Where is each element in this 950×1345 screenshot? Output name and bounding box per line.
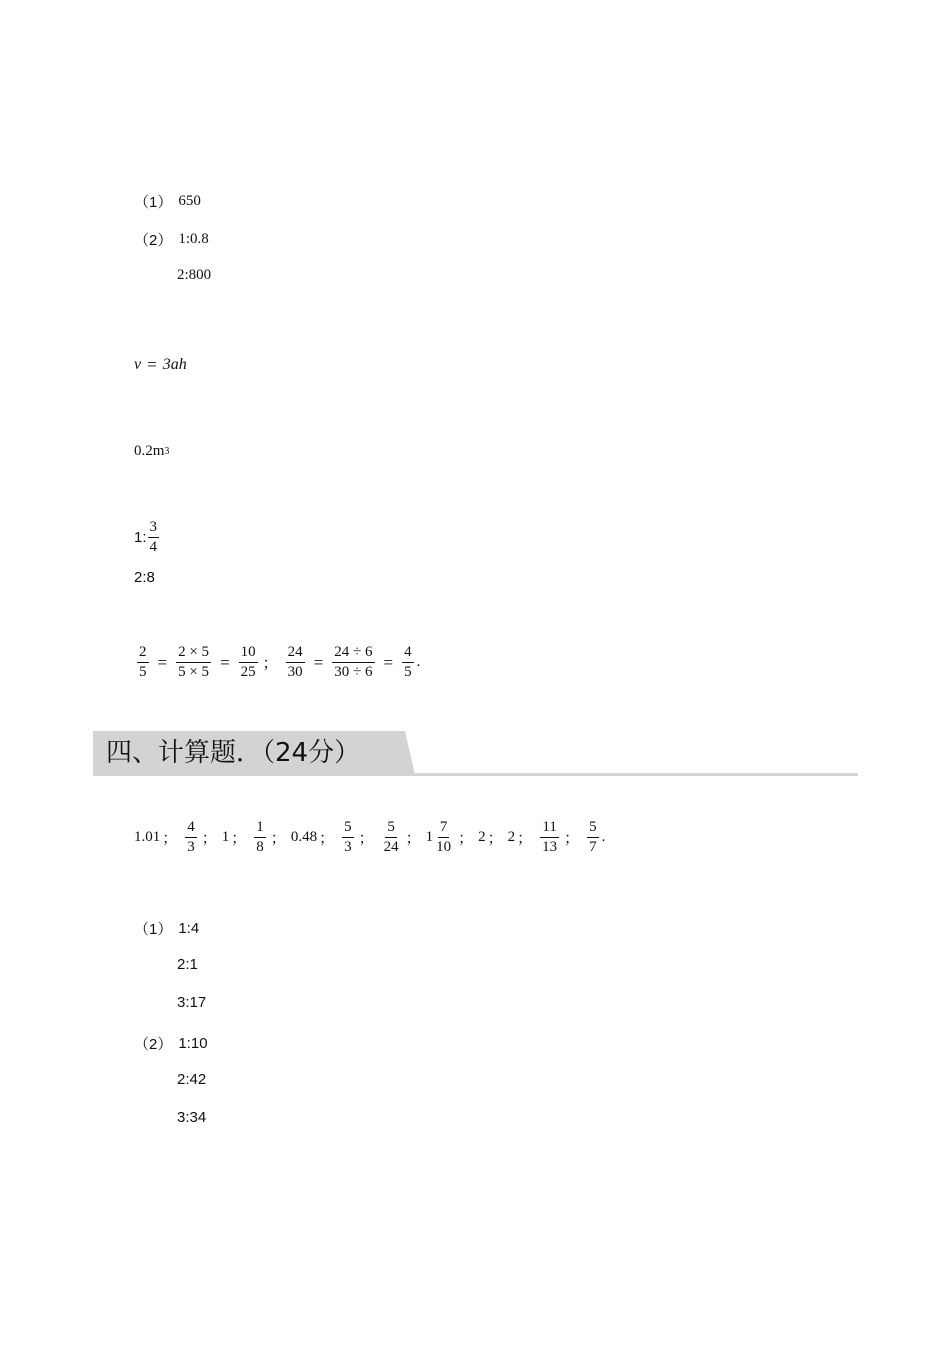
fraction-denominator: 30 bbox=[287, 664, 303, 680]
equals-sign: = bbox=[147, 355, 157, 374]
fraction-denominator: 5 × 5 bbox=[178, 664, 210, 680]
fraction-numerator: 3 bbox=[148, 520, 160, 538]
fraction bbox=[148, 520, 160, 555]
equals-sign: = bbox=[220, 652, 230, 672]
fraction-numerator: 5 bbox=[385, 820, 397, 838]
section-header-rule bbox=[93, 773, 858, 776]
formula-variable: v bbox=[134, 356, 142, 373]
fraction-numerator: 5 bbox=[342, 820, 354, 838]
fraction-denominator: 25 bbox=[240, 664, 256, 680]
part-label: （1） bbox=[134, 194, 173, 211]
fraction bbox=[587, 820, 599, 855]
fraction-numerator: 4 bbox=[185, 820, 197, 838]
fraction bbox=[434, 820, 453, 855]
fraction-denominator: 10 bbox=[436, 839, 452, 855]
ratio-line2 bbox=[134, 569, 155, 586]
period: . bbox=[416, 654, 421, 670]
fraction-numerator: 2 × 5 bbox=[176, 645, 211, 663]
calculation-answers bbox=[134, 820, 605, 855]
answer-value: 3:34 bbox=[177, 1109, 207, 1126]
fraction-numerator: 5 bbox=[587, 820, 599, 838]
ratio-prefix: 1: bbox=[134, 529, 147, 546]
part-label: （2） bbox=[134, 232, 173, 249]
period: . bbox=[601, 829, 606, 845]
fraction-numerator: 7 bbox=[438, 820, 450, 838]
answer-item: 2 bbox=[507, 829, 516, 845]
separator: ； bbox=[517, 831, 533, 847]
part-label: （1） bbox=[134, 921, 173, 938]
separator: ； bbox=[231, 831, 247, 847]
q3-part2 bbox=[134, 1033, 208, 1054]
fraction-denominator: 3 bbox=[187, 839, 195, 855]
fraction-numerator: 24 ÷ 6 bbox=[332, 645, 374, 663]
fraction bbox=[332, 645, 374, 680]
answer-value: 1:4 bbox=[178, 920, 200, 937]
answer-value: 650 bbox=[178, 193, 201, 209]
answer-value: 2:42 bbox=[177, 1071, 207, 1088]
formula-rhs: 3ah bbox=[162, 356, 187, 373]
answer-value: 2:800 bbox=[177, 267, 212, 283]
fraction-denominator: 5 bbox=[139, 664, 147, 680]
q1-part1 bbox=[134, 191, 201, 212]
equals-sign: = bbox=[383, 652, 394, 672]
fraction bbox=[239, 645, 258, 680]
section-title: 四、计算题．（24分） bbox=[106, 738, 361, 768]
separator: ； bbox=[270, 831, 286, 847]
fraction-numerator: 11 bbox=[540, 820, 558, 838]
fraction-denominator: 24 bbox=[383, 839, 399, 855]
fraction bbox=[254, 820, 266, 855]
fraction bbox=[342, 820, 354, 855]
volume-formula bbox=[134, 355, 187, 375]
fraction bbox=[382, 820, 401, 855]
separator: ； bbox=[487, 831, 503, 847]
fraction-denominator: 7 bbox=[589, 839, 597, 855]
q3-part2-line2 bbox=[177, 1071, 206, 1088]
answer-value: 2:1 bbox=[177, 956, 198, 973]
fraction-denominator: 30 ÷ 6 bbox=[334, 664, 373, 680]
answer-item: 1 bbox=[221, 829, 230, 845]
fraction bbox=[540, 820, 559, 855]
fraction-denominator: 3 bbox=[344, 839, 352, 855]
fraction bbox=[402, 645, 414, 680]
fraction bbox=[137, 645, 149, 680]
mixed-number-whole: 1 bbox=[425, 829, 434, 845]
answer-item: 0.48 bbox=[290, 829, 318, 845]
answer-value: 1:0.8 bbox=[178, 231, 209, 247]
q3-part1-line3 bbox=[177, 994, 206, 1011]
q3-part2-line3 bbox=[177, 1109, 206, 1126]
fraction-denominator: 5 bbox=[404, 664, 412, 680]
fraction-denominator: 13 bbox=[542, 839, 558, 855]
q3-part1 bbox=[134, 918, 199, 939]
fraction bbox=[176, 645, 211, 680]
separator: ； bbox=[405, 831, 421, 847]
separator: ； bbox=[564, 831, 580, 847]
ratio-value: 2:8 bbox=[134, 569, 155, 586]
answer-value: 1:10 bbox=[178, 1035, 208, 1052]
separator: ； bbox=[162, 831, 178, 847]
answer-item: 2 bbox=[478, 829, 486, 845]
fraction bbox=[286, 645, 305, 680]
fraction-numerator: 4 bbox=[402, 645, 414, 663]
q1-part2-line2 bbox=[177, 267, 211, 284]
separator: ； bbox=[358, 831, 374, 847]
fraction-numerator: 24 bbox=[286, 645, 305, 663]
ratio-line1 bbox=[134, 520, 162, 555]
fraction-numerator: 1 bbox=[254, 820, 266, 838]
fraction-denominator: 4 bbox=[149, 539, 158, 555]
equals-sign: = bbox=[313, 652, 324, 672]
volume-value: 0.2m bbox=[134, 443, 165, 459]
volume-answer: 0.2m 3 bbox=[134, 443, 170, 459]
part-label: （2） bbox=[134, 1036, 173, 1053]
fraction-equations bbox=[134, 645, 420, 680]
fraction-denominator: 8 bbox=[256, 839, 264, 855]
answer-item: 1.01 bbox=[134, 829, 161, 845]
separator: ； bbox=[458, 831, 474, 847]
separator: ； bbox=[201, 831, 217, 847]
fraction-numerator: 2 bbox=[137, 645, 149, 663]
answer-value: 3:17 bbox=[177, 994, 207, 1011]
separator: ； bbox=[319, 831, 335, 847]
equals-sign: = bbox=[157, 652, 168, 672]
fraction bbox=[185, 820, 197, 855]
separator: ； bbox=[262, 656, 278, 672]
q3-part1-line2 bbox=[177, 956, 198, 973]
q1-part2 bbox=[134, 229, 209, 250]
fraction-numerator: 10 bbox=[239, 645, 258, 663]
